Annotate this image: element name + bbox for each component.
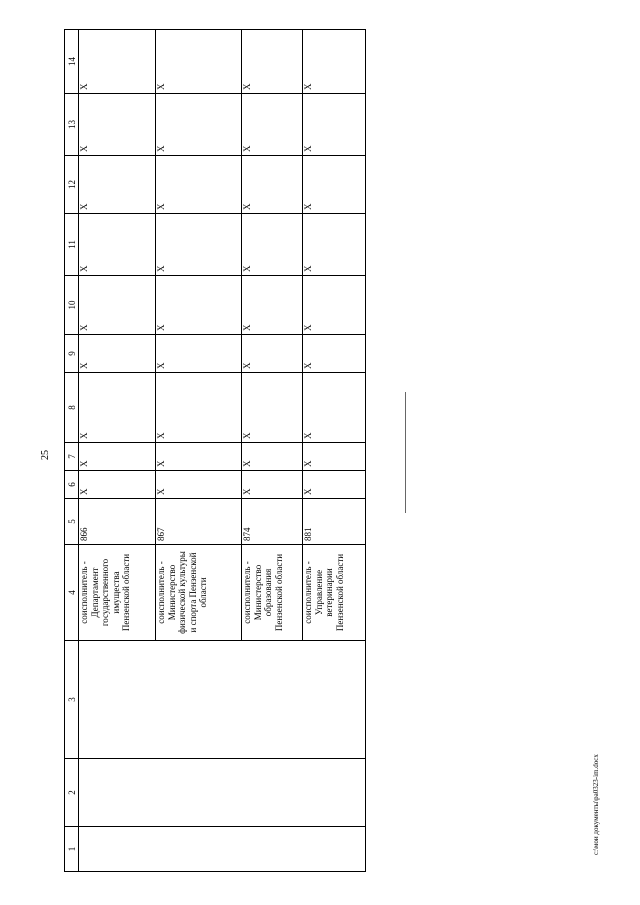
table-row xyxy=(79,30,156,872)
value-cell: X xyxy=(303,373,366,443)
column-header: 14 xyxy=(65,30,79,94)
value-cell: X xyxy=(156,335,242,373)
value-cell: X xyxy=(156,443,242,471)
column-header: 11 xyxy=(65,214,79,276)
column-header: 12 xyxy=(65,156,79,214)
column-header: 10 xyxy=(65,276,79,335)
value-cell: X xyxy=(156,156,242,214)
code-cell: 867 xyxy=(156,499,242,545)
column-header: 8 xyxy=(65,373,79,443)
executor-cell: соисполнитель - Управление ветеринарии Пензенской области xyxy=(303,545,366,641)
table-wrapper xyxy=(64,30,364,872)
column-header: 2 xyxy=(65,759,79,827)
value-cell: X xyxy=(156,30,242,94)
value-cell: X xyxy=(242,156,303,214)
value-cell: X xyxy=(79,276,156,335)
value-cell: X xyxy=(156,276,242,335)
cell-col-1 xyxy=(79,827,366,872)
value-cell: X xyxy=(303,94,366,156)
column-header: 5 xyxy=(65,499,79,545)
value-cell: X xyxy=(79,335,156,373)
column-header: 6 xyxy=(65,471,79,499)
column-header: 9 xyxy=(65,335,79,373)
value-cell: X xyxy=(242,276,303,335)
value-cell: X xyxy=(79,94,156,156)
value-cell: X xyxy=(242,373,303,443)
value-cell: X xyxy=(242,214,303,276)
footer-file-path-text: c:\мои документы\pa0323-im.docx xyxy=(592,754,600,855)
value-cell: X xyxy=(79,471,156,499)
code-cell: 881 xyxy=(303,499,366,545)
executor-cell: соисполнитель - Министерство физической культуры и спорта Пензенской области xyxy=(156,545,242,641)
value-cell: X xyxy=(156,214,242,276)
column-header: 7 xyxy=(65,443,79,471)
value-cell: X xyxy=(79,214,156,276)
budget-table xyxy=(64,29,366,872)
value-cell: X xyxy=(303,335,366,373)
executor-cell: соисполнитель - Департамент государственного имущества Пензенской области xyxy=(79,545,156,641)
value-cell: X xyxy=(79,30,156,94)
column-header: 4 xyxy=(65,545,79,641)
value-cell: X xyxy=(242,471,303,499)
value-cell: X xyxy=(303,156,366,214)
value-cell: X xyxy=(303,443,366,471)
value-cell: X xyxy=(242,443,303,471)
code-cell: 874 xyxy=(242,499,303,545)
executor-cell: соисполнитель - Министерство образования Пензенской области xyxy=(242,545,303,641)
table-rotated-container xyxy=(64,30,364,872)
value-cell: X xyxy=(303,276,366,335)
value-cell: X xyxy=(79,156,156,214)
value-cell: X xyxy=(303,471,366,499)
value-cell: X xyxy=(242,335,303,373)
separator-line xyxy=(405,392,406,513)
value-cell: X xyxy=(156,94,242,156)
value-cell: X xyxy=(303,30,366,94)
value-cell: X xyxy=(79,443,156,471)
cell-col-2 xyxy=(79,759,366,827)
header-row xyxy=(65,30,79,872)
column-header: 1 xyxy=(65,827,79,872)
page-number: 25 xyxy=(40,450,51,460)
value-cell: X xyxy=(79,373,156,443)
value-cell: X xyxy=(242,30,303,94)
value-cell: X xyxy=(156,373,242,443)
value-cell: X xyxy=(303,214,366,276)
value-cell: X xyxy=(156,471,242,499)
code-cell: 866 xyxy=(79,499,156,545)
column-header: 3 xyxy=(65,641,79,759)
value-cell: X xyxy=(242,94,303,156)
column-header: 13 xyxy=(65,94,79,156)
cell-col-3 xyxy=(79,641,366,759)
